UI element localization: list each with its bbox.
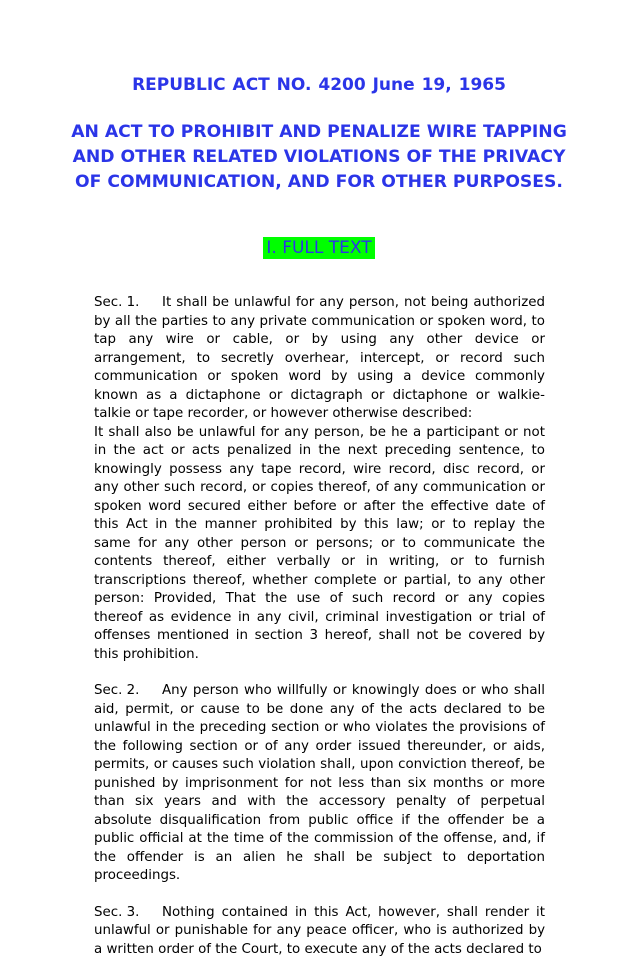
act-title-line-1: AN ACT TO PROHIBIT AND PENALIZE WIRE TAPPING: [71, 122, 567, 142]
section-2-paragraph: [94, 682, 545, 886]
section-1-continuation: [94, 424, 545, 665]
act-number-line: REPUBLIC ACT NO. 4200 June 19, 1965: [132, 75, 506, 95]
section-3-text: Nothing contained in this Act, however, shall render it unlawful or punishable for any peace officer, who is authorized by a written order of the Court, to execute any of the acts declared to: [94, 904, 545, 957]
section-heading-label: I. FULL TEXT: [263, 237, 374, 259]
section-2-text: Any person who willfully or knowingly does or who shall aid, permit, or cause to be done any of the acts declared to be unlawful in the preceding section or who violates the provisions of the following section or of any order issued thereunder, or aids, permits, or causes such violation shall, upon conviction thereof, be punished by imprisonment for not less than six months or more than six years and with the accessory penalty of perpetual absolute disqualification from public office if the offender be a public official at the time of the commission of the offense, and, if the offender is an alien he shall be subject to deportation proceedings.: [94, 683, 545, 883]
section-heading: [0, 238, 638, 258]
section-3-label: Sec. 3.: [94, 904, 140, 920]
section-1-continuation-text: It shall also be unlawful for any person, be he a participant or not in the act or acts penalized in the next preceding sentence, to knowingly possess any tape record, wire record, disc record, or any other such record, or copies thereof, of any communication or spoken word secured either before or after the effective date of this Act in the manner prohibited by this law; or to replay the same for any other person or persons; or to communicate the contents thereof, either verbally or in writing, or to furnish transcriptions thereof, whether complete or partial, to any other person: Provided, That the use of such record or any copies thereof as evidence in any civil, criminal investigation or trial of offenses mentioned in section 3 hereof, shall not be covered by this prohibition.: [94, 424, 545, 662]
act-title-line-3: OF COMMUNICATION, AND FOR OTHER PURPOSES.: [75, 172, 563, 192]
act-title-line-2: AND OTHER RELATED VIOLATIONS OF THE PRIVACY: [72, 147, 566, 167]
section-1-paragraph: [94, 294, 545, 424]
section-2-label: Sec. 2.: [94, 683, 140, 698]
act-title: [0, 120, 638, 195]
act-body: [94, 294, 545, 959]
section-1-label: Sec. 1.: [94, 295, 140, 310]
section-3-paragraph: [94, 904, 545, 960]
section-1-text: It shall be unlawful for any person, not being authorized by all the parties to any private communication or spoken word, to tap any wire or cable, or by using any other device or arrangement, to secretly overhear, intercept, or record such communication or spoken word by using a device commonly known as a dictaphone or dictagraph or dictaphone or walkie-talkie or tape recorder, or however otherwise described:: [94, 295, 545, 421]
